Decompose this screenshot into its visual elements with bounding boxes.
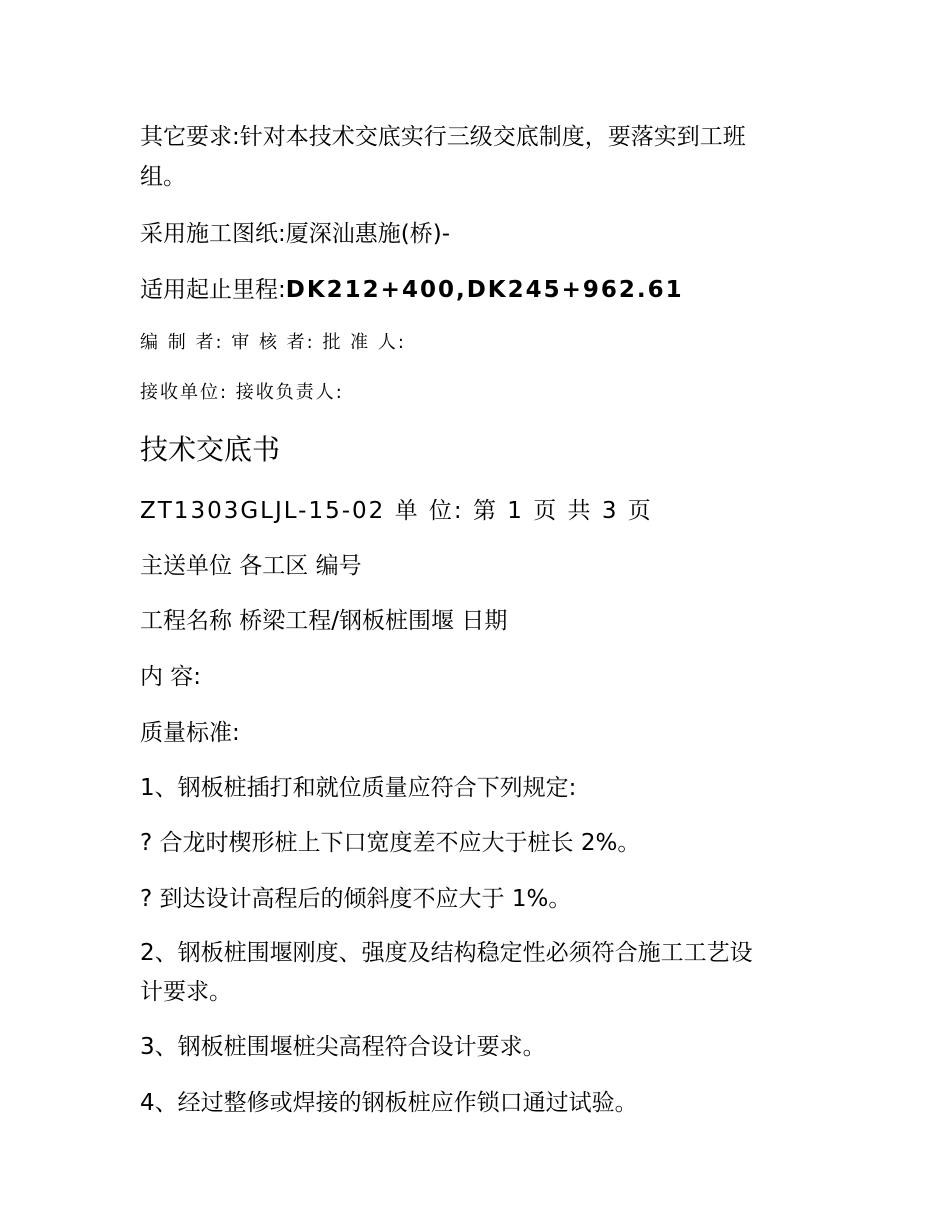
quality-item-2-line-1: 2、钢板桩围堰刚度、强度及结构稳定性必须符合施工工艺设 [140, 940, 753, 966]
mileage-line [140, 275, 684, 305]
other-requirements-line-1: 其它要求:针对本技术交底实行三级交底制度，要落实到工班 [140, 124, 746, 150]
drawings-label: 采用施工图纸: [140, 221, 286, 247]
quality-item-1a: ? 合龙时楔形桩上下口宽度差不应大于桩长 2%。 [140, 830, 641, 856]
drawings-line [140, 219, 450, 249]
mileage-value: DK212+400,DK245+962.61 [285, 277, 684, 303]
receiver-line: 接收单位: 接收负责人: [140, 382, 344, 403]
quality-item-3: 3、钢板桩围堰桩尖高程符合设计要求。 [140, 1034, 546, 1060]
document-title: 技术交底书 [140, 433, 281, 466]
drawings-value: 厦深汕惠施(桥)- [285, 221, 450, 247]
code-line: ZT1303GLJL-15-02 单 位: 第 1 页 共 3 页 [140, 498, 653, 524]
quality-item-4: 4、经过整修或焊接的钢板桩应作锁口通过试验。 [140, 1090, 638, 1116]
quality-label: 质量标准: [140, 720, 240, 746]
mileage-label: 适用起止里程: [140, 277, 286, 303]
quality-item-1: 1、钢板桩插打和就位质量应符合下列规定: [140, 775, 577, 801]
project-line: 工程名称 桥梁工程/钢板桩围堰 日期 [140, 608, 508, 634]
unit-line: 主送单位 各工区 编号 [140, 553, 362, 579]
quality-item-1b: ? 到达设计高程后的倾斜度不应大于 1%。 [140, 886, 572, 912]
signers-line: 编 制 者: 审 核 者: 批 准 人: [140, 332, 406, 353]
other-requirements-line-2: 组。 [140, 164, 186, 190]
quality-item-2-line-2: 计要求。 [140, 979, 232, 1005]
content-label: 内 容: [140, 664, 202, 690]
